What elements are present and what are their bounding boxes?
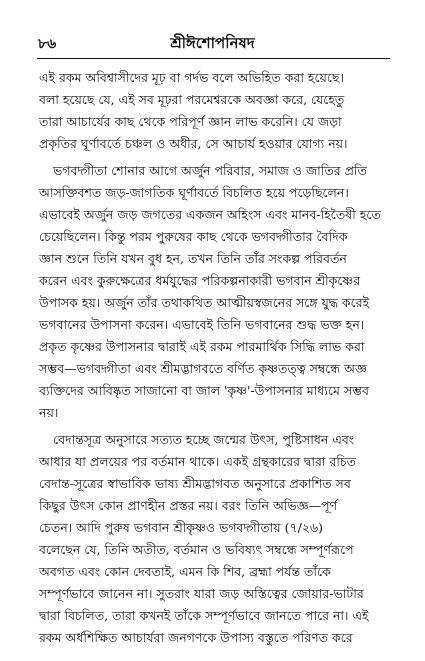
- text-line: জ্ঞান শুনে তিনি যখন বুধ হন, তখন তিনি তাঁর সংকল্প পরিবর্তন: [39, 251, 347, 266]
- text-line: প্রকৃতির ঘূর্ণাবর্তে চঞ্চল ও অধীর, সে আচার্য হওয়ার যোগ্য নয়।: [39, 136, 348, 151]
- text-line: ব্যক্তিদের আবিষ্কৃত সাজানো বা জাল 'কৃষ্ণ'-উপাসনার মাধ্যমে সম্ভব: [39, 383, 369, 398]
- text-line: চেয়েছিলেন। কিন্তু পরম পুরুষের কাছ থেকে ভগবদ্গীতার বৈদিক: [39, 229, 348, 244]
- text-line: এভাবেই অর্জুন জড় জগতের একজন অহিংস এবং মানব-হিতৈষী হতে: [39, 207, 381, 222]
- text-line: ভগবদ্গীতা শোনার আগে অর্জুন পরিবার, সমাজ ও জাতির প্রতি: [53, 163, 367, 178]
- text-line: করেন এবং কুরুক্ষেত্রের ধর্মযুদ্ধের পরিকল্পনাকারী ভগবান শ্রীকৃষ্ণের: [39, 273, 361, 288]
- paragraph-1: [39, 67, 391, 155]
- text-line: অবগত এবং কোন দেবতাই, এমন কি শিব, ব্রহ্মা পর্যন্ত তাঁকে: [39, 564, 331, 579]
- text-line: প্রকৃত কৃষ্ণের উপাসনার দ্বারাই এই রকম পারমার্থিক সিদ্ধি লাভ করা: [39, 339, 365, 354]
- text-line: রকম অর্ধশিক্ষিত আচার্যরা জনগণকে উপাস্য বস্তুতে পরিণত করে: [39, 630, 353, 645]
- text-line: বেদান্তসূত্র অনুসারে সত্যত হচ্ছে জন্মের উৎস, পুষ্টিসাধন এবং: [53, 432, 355, 447]
- text-line: বেদান্ত-সূত্রের স্বাভাবিক ভাষ্য শ্রীমদ্ভাগবত অনুসারে প্রকাশিত সব: [39, 476, 351, 491]
- page-header: [0, 0, 425, 60]
- text-line: চেতন। আদি পুরুষ ভগবান শ্রীকৃষ্ণও ভগবদ্গীতায় (৭/২৬): [39, 520, 323, 535]
- header-rule: [37, 58, 390, 59]
- paragraph-3: [39, 429, 391, 649]
- text-line: সম্পূর্ণভাবে জানেন না। সুতরাং যারা জড় অস্তিত্বের জোয়ার-ভাটার: [39, 586, 364, 601]
- text-line: বলা হয়েছে যে, এই সব মূঢ়রা পরমেশ্বরকে অবজ্ঞা করে, যেহেতু: [39, 92, 345, 107]
- text-line: ভগবানের উপাসনা করেন। এভাবেই তিনি ভগবানের শুদ্ধ ভক্ত হন।: [39, 317, 365, 332]
- text-line: সম্ভব—ভগবদ্গীতা এবং শ্রীমদ্ভাগবতে বর্ণিত কৃষ্ণতত্ত্ব সম্বন্ধে অজ্ঞ: [39, 361, 367, 376]
- text-line: এই রকম অবিশ্বাসীদের মূঢ় বা গর্দভ বলে অভিহিত করা হয়েছে।: [39, 70, 344, 85]
- page-number: ৮৬: [38, 36, 57, 52]
- text-line: উপাসক হয়। অর্জুন তাঁর তথাকথিত আত্মীয়স্বজনের সঙ্গে যুদ্ধ করেই: [39, 295, 370, 310]
- text-line: নয়।: [39, 405, 59, 420]
- text-line: বলেছেন যে, তিনি অতীত, বর্তমান ও ভবিষ্যৎ সম্বন্ধে সম্পূর্ণরূপে: [39, 542, 354, 557]
- paragraph-2: [39, 160, 391, 424]
- page-body: [39, 67, 391, 649]
- text-line: কিছুর উৎস কোন প্রাণহীন প্রস্তর নয়। বরং তিনি অভিজ্ঞ—পূর্ণ: [39, 498, 338, 513]
- text-line: তারা আচার্যের কাছ থেকে পরিপূর্ণ জ্ঞান লাভ করেনি। যে জড়া: [39, 114, 342, 129]
- running-title: শ্রীঈশোপনিষদ: [170, 34, 255, 52]
- text-line: আসক্তিবশত জড়-জাগতিক ঘূর্ণাবর্তে বিচলিত হয়ে পড়েছিলেন।: [39, 185, 349, 200]
- text-line: দ্বারা বিচলিত, তারা কখনই তাঁকে সম্পূর্ণভাবে জানতে পারে না। এই: [39, 608, 369, 623]
- text-line: আধার যা প্রলয়ের পর বর্তমান থাকে। একই গ্রন্থকারের দ্বারা রচিত: [39, 454, 357, 469]
